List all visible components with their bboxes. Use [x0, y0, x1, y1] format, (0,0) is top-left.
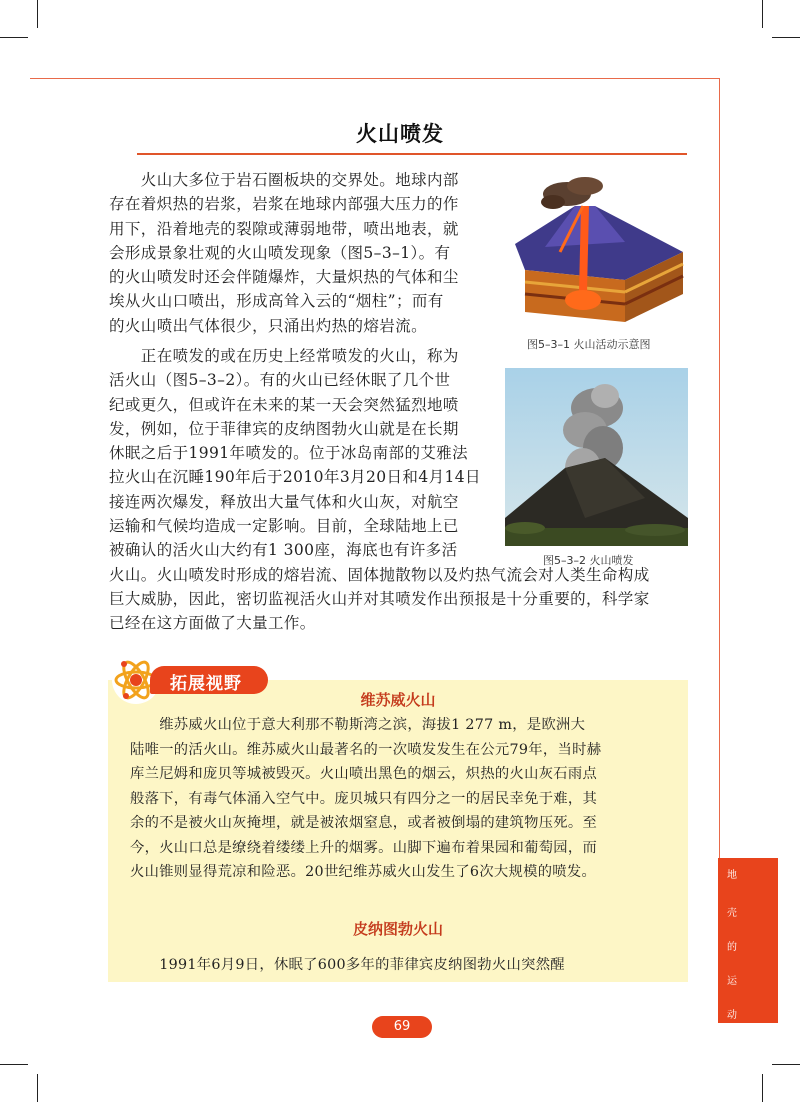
side-tab-char: 动 [727, 1010, 737, 1021]
text-line: 埃从火山口喷出，形成高耸入云的“烟柱”；而有 [109, 292, 444, 311]
text-line: 1991年6月9日，休眠了600多年的菲律宾皮纳图勃火山突然醒 [130, 957, 565, 973]
figure-2-caption: 图5–3–2 火山喷发 [543, 554, 634, 567]
side-tab-char: 运 [727, 976, 737, 987]
crop-mark [772, 37, 800, 38]
text-line: 般落下，有毒气体涌入空气中。庞贝城只有四分之一的居民幸免于难，其 [130, 790, 598, 807]
chapter-side-tab [718, 858, 778, 1023]
extension-badge-label: 拓展视野 [170, 674, 242, 694]
text-line: 火山锥则显得荒凉和险恶。20世纪维苏威火山发生了6次大规模的喷发。 [130, 864, 597, 880]
text-line: 余的不是被火山灰掩埋，就是被浓烟窒息，或者被倒塌的建筑物压死。至 [130, 815, 598, 831]
crop-mark [762, 0, 763, 28]
text-line: 活火山（图5–3–2）。有的火山已经休眠了几个世 [109, 371, 451, 390]
text-line: 休眠之后于1991年喷发的。位于冰岛南部的艾雅法 [109, 444, 469, 463]
figure-1-caption: 图5–3–1 火山活动示意图 [527, 338, 651, 351]
text-line: 发，例如，位于菲律宾的皮纳图勃火山就是在长期 [109, 419, 459, 438]
text-line: 接连两次爆发，释放出大量气体和火山灰，对航空 [109, 492, 459, 511]
text-line: 火山。火山喷发时形成的熔岩流、固体抛散物以及灼热气流会对人类生命构成 [109, 565, 650, 584]
text-line: 今，火山口总是缭绕着缕缕上升的烟雾。山脚下遍布着果园和葡萄园，而 [130, 839, 598, 856]
page-frame-top [30, 78, 720, 79]
pinatubo-text [130, 953, 674, 978]
paragraph-1 [109, 168, 459, 338]
text-line: 已经在这方面做了大量工作。 [109, 614, 316, 633]
crop-mark [772, 1064, 800, 1065]
vesuvius-text [130, 713, 674, 885]
crop-mark [37, 0, 38, 28]
section-title-vesuvius: 维苏威火山 [360, 691, 436, 709]
text-line: 运输和气候均造成一定影响。目前，全球陆地上已 [109, 517, 459, 536]
page-title: 火山喷发 [356, 122, 444, 146]
crop-mark [762, 1074, 763, 1102]
text-line: 正在喷发的或在历史上经常喷发的火山，称为 [109, 347, 459, 365]
crop-mark [37, 1074, 38, 1102]
volcano-eruption-photo [505, 368, 688, 546]
text-line: 巨大威胁，因此，密切监视活火山并对其喷发作出预报是十分重要的，科学家 [109, 589, 650, 608]
page-frame-right [719, 78, 720, 858]
text-line: 陆唯一的活火山。维苏威火山最著名的一次喷发发生在公元79年，当时赫 [130, 741, 602, 758]
text-line: 纪或更久，但或许在未来的某一天会突然猛烈地喷 [109, 395, 459, 414]
text-line: 的火山喷出气体很少，只涌出灼热的熔岩流。 [109, 316, 428, 335]
text-line: 存在着炽热的岩浆，岩浆在地球内部强大压力的作 [109, 195, 459, 214]
side-tab-char: 壳 [727, 908, 737, 919]
page-number: 69 [372, 1016, 432, 1038]
text-line: 用下，沿着地壳的裂隙或薄弱地带，喷出地表，就 [109, 219, 459, 238]
crop-mark [0, 37, 28, 38]
text-line: 的火山喷发时还会伴随爆炸，大量炽热的气体和尘 [109, 268, 459, 287]
volcano-diagram-image [505, 172, 688, 330]
section-title-pinatubo: 皮纳图勃火山 [352, 920, 443, 938]
text-line: 维苏威火山位于意大利那不勒斯湾之滨，海拔1 277 m，是欧洲大 [130, 717, 586, 733]
side-tab-char: 地 [727, 870, 737, 881]
text-line: 被确认的活火山大约有1 300座，海底也有许多活 [109, 541, 458, 560]
crop-mark [0, 1064, 28, 1065]
text-line: 拉火山在沉睡190年后于2010年3月20日和4月14日 [109, 468, 481, 487]
text-line: 库兰尼姆和庞贝等城被毁灭。火山喷出黑色的烟云，炽热的火山灰石雨点 [130, 766, 598, 782]
title-underline [137, 153, 687, 155]
side-tab-char: 的 [727, 942, 737, 953]
text-line: 火山大多位于岩石圈板块的交界处。地球内部 [109, 171, 459, 189]
text-line: 会形成景象壮观的火山喷发现象（图5–3–1）。有 [109, 243, 451, 262]
